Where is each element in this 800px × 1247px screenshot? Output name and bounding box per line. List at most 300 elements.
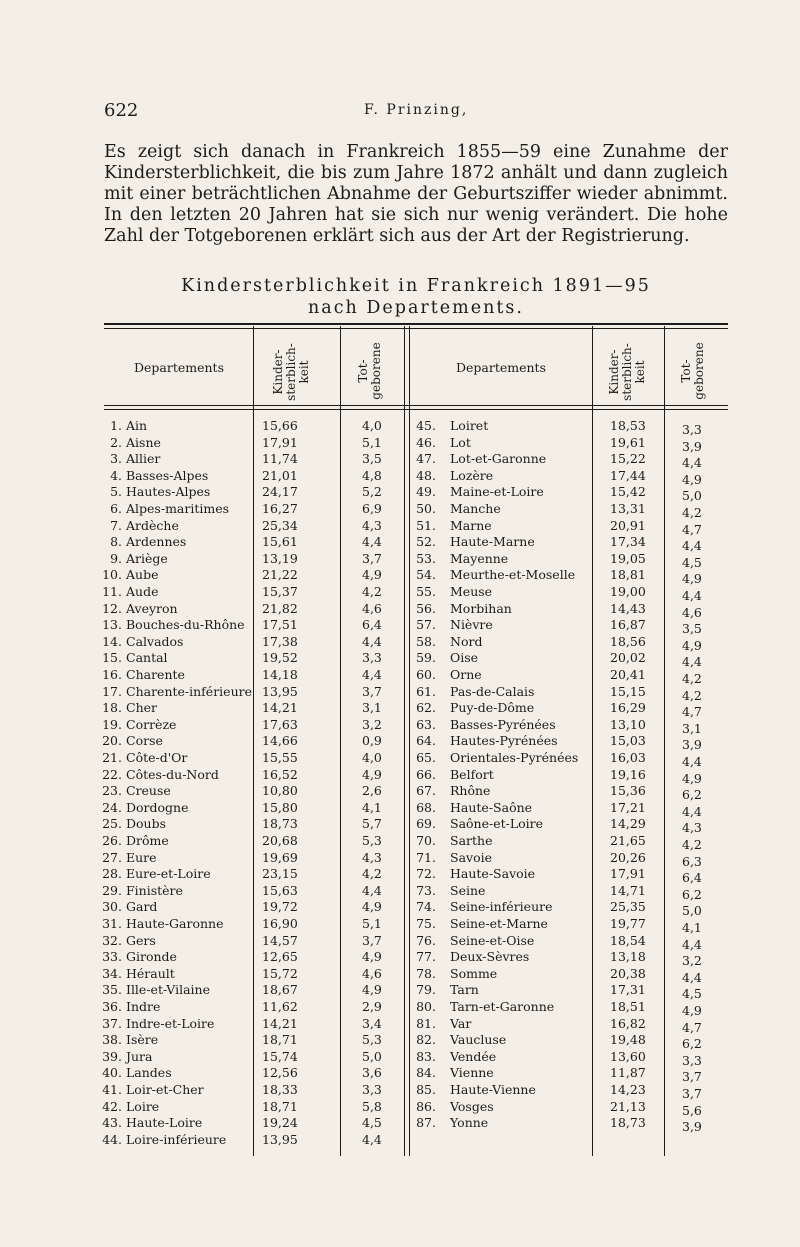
kindersterblichkeit-value: 18,71 [262,1032,298,1048]
kindersterblichkeit-value: 14,43 [610,600,646,616]
totgeborene-value: 4,9 [362,567,382,583]
totgeborene-value: 4,5 [362,1115,382,1131]
totgeborene-value: 3,7 [682,1069,702,1085]
row-number: 37. [102,1015,122,1031]
totgeborene-value: 4,7 [682,1019,702,1035]
row-number: 23. [102,783,122,799]
totgeborene-value: 5,1 [362,916,382,931]
kindersterblichkeit-value: 13,95 [262,1131,298,1147]
table-title: Kindersterblichkeit in Frankreich 1891—95 [181,276,651,296]
row-number: 77. [416,949,436,965]
row-number: 25. [102,816,122,832]
departement-name: Ardèche [126,517,179,533]
kindersterblichkeit-value: 20,68 [262,833,298,848]
totgeborene-value: 3,3 [362,1082,382,1097]
row-number: 27. [102,849,122,865]
departement-name: Allier [126,451,161,467]
departement-name: Basses-Alpes [126,467,209,483]
kindersterblichkeit-value: 14,66 [262,733,298,749]
totgeborene-value: 4,9 [362,982,382,998]
departement-name: Yonne [450,1115,489,1131]
kindersterblichkeit-value: 15,03 [610,733,646,749]
totgeborene-value: 4,7 [682,704,702,720]
row-number: 83. [416,1048,436,1064]
row-number: 9. [110,550,122,566]
totgeborene-value: 4,9 [362,899,382,915]
totgeborene-value: 4,4 [682,588,702,603]
departement-name: Haute-Saône [450,799,533,815]
kindersterblichkeit-value: 14,23 [610,1082,646,1097]
departement-name: Basses-Pyrénées [450,716,556,732]
kindersterblichkeit-value: 21,22 [262,567,298,583]
row-number: 15. [102,650,122,666]
departement-name: Haute-Marne [450,534,535,550]
row-number: 54. [416,567,436,583]
departement-name: Drôme [126,833,169,848]
row-number: 14. [102,633,122,649]
departement-name: Tarn [450,982,479,998]
kindersterblichkeit-value: 13,10 [610,716,646,732]
departement-name: Charente-inférieure [126,683,253,699]
totgeborene-value: 4,4 [362,534,382,550]
totgeborene-value: 5,0 [362,1048,382,1064]
kindersterblichkeit-value: 13,19 [262,550,298,566]
totgeborene-value: 4,1 [682,920,702,935]
totgeborene-value: 4,2 [362,584,382,599]
totgeborene-value: 2,6 [362,783,382,799]
col-divider-middle-1 [404,326,405,1156]
running-head: F. Prinzing, [364,102,469,118]
totgeborene-value: 4,3 [682,820,702,836]
row-number: 22. [102,766,122,782]
departement-name: Hautes-Pyrénées [450,733,558,749]
row-number: 70. [416,833,436,848]
table-top-rule-1 [104,323,728,325]
table-top-rule-2 [104,328,728,329]
totgeborene-value: 4,4 [362,1131,382,1147]
totgeborene-value: 4,9 [362,949,382,965]
row-number: 40. [102,1065,122,1081]
row-number: 61. [416,683,436,699]
kindersterblichkeit-value: 21,13 [610,1098,646,1114]
row-number: 1. [110,418,122,433]
row-number: 8. [110,534,122,550]
departement-name: Corse [126,733,163,749]
totgeborene-value: 4,2 [682,687,702,703]
row-number: 19. [102,716,122,732]
row-number: 69. [416,816,436,832]
departement-name: Marne [450,517,492,533]
totgeborene-value: 3,2 [682,953,702,969]
departement-name: Ain [126,418,148,433]
totgeborene-value: 3,2 [362,716,382,732]
header-kinder-left: Kinder- sterblich- keit [271,343,311,401]
departement-name: Somme [450,965,498,981]
kindersterblichkeit-value: 16,82 [610,1015,646,1031]
kindersterblichkeit-value: 14,21 [262,1015,298,1031]
kindersterblichkeit-value: 20,02 [610,650,646,666]
row-number: 48. [416,467,436,483]
kindersterblichkeit-value: 25,34 [262,517,298,533]
row-number: 86. [416,1098,436,1114]
row-number: 46. [416,434,436,450]
totgeborene-value: 5,1 [362,434,382,450]
kindersterblichkeit-value: 11,62 [262,999,298,1014]
totgeborene-value: 3,5 [682,621,702,637]
kindersterblichkeit-value: 17,91 [262,434,298,450]
row-number: 56. [416,600,436,616]
kindersterblichkeit-value: 21,82 [262,600,298,616]
row-number: 5. [110,484,122,500]
col-divider-right-kinder [664,326,665,1156]
totgeborene-value: 4,0 [362,418,382,433]
col-divider-middle-2 [409,326,410,1156]
row-number: 80. [416,999,436,1014]
row-number: 24. [102,799,122,815]
kindersterblichkeit-value: 20,38 [610,965,646,981]
departement-name: Orne [450,667,482,682]
departement-name: Haute-Vienne [450,1082,536,1097]
totgeborene-value: 4,4 [682,969,702,985]
kindersterblichkeit-value: 19,69 [262,849,298,865]
kindersterblichkeit-value: 15,36 [610,783,646,799]
departement-name: Nièvre [450,617,493,633]
totgeborene-value: 4,9 [362,766,382,782]
totgeborene-value: 4,2 [682,671,702,686]
row-number: 72. [416,866,436,882]
row-number: 13. [102,617,122,633]
kindersterblichkeit-value: 16,29 [610,700,646,716]
departement-name: Cantal [126,650,168,666]
header-tot-left: Tot- geborene [356,342,383,400]
totgeborene-value: 3,9 [682,737,702,753]
kindersterblichkeit-value: 20,41 [610,667,646,682]
kindersterblichkeit-value: 15,15 [610,683,646,699]
row-number: 47. [416,451,436,467]
row-number: 62. [416,700,436,716]
totgeborene-value: 3,7 [362,683,382,699]
kindersterblichkeit-value: 17,38 [262,633,298,649]
kindersterblichkeit-value: 19,16 [610,766,646,782]
departement-name: Seine [450,882,486,898]
kindersterblichkeit-value: 17,34 [610,534,646,550]
row-number: 12. [102,600,122,616]
kindersterblichkeit-value: 14,21 [262,700,298,716]
kindersterblichkeit-value: 18,54 [610,932,646,948]
totgeborene-value: 4,5 [682,554,702,570]
kindersterblichkeit-value: 23,15 [262,866,298,882]
kindersterblichkeit-value: 15,72 [262,965,298,981]
row-number: 71. [416,849,436,865]
totgeborene-value: 5,2 [362,484,382,500]
departement-name: Ardennes [126,534,187,550]
kindersterblichkeit-value: 17,63 [262,716,298,732]
totgeborene-value: 6,4 [682,870,702,886]
kindersterblichkeit-value: 16,03 [610,750,646,765]
totgeborene-value: 4,9 [682,471,702,487]
kindersterblichkeit-value: 19,52 [262,650,298,666]
departement-name: Gers [126,932,156,948]
row-number: 44. [102,1131,122,1147]
departement-name: Cher [126,700,157,716]
row-number: 63. [416,716,436,732]
departement-name: Tarn-et-Garonne [450,999,555,1014]
col-divider-left-kinder [340,326,341,1156]
kindersterblichkeit-value: 16,87 [610,617,646,633]
departement-name: Pas-de-Calais [450,683,535,699]
row-number: 42. [102,1098,122,1114]
departement-name: Vendée [450,1048,497,1064]
row-number: 17. [102,683,122,699]
totgeborene-value: 6,2 [682,886,702,902]
header-departements-left: Departements [133,360,224,375]
departement-name: Sarthe [450,833,493,848]
departement-name: Vienne [450,1065,494,1081]
kindersterblichkeit-value: 15,37 [262,584,298,599]
row-number: 75. [416,916,436,931]
departement-name: Vaucluse [450,1032,507,1048]
totgeborene-value: 3,1 [362,700,382,716]
row-number: 36. [102,999,122,1014]
totgeborene-value: 4,8 [362,467,382,483]
kindersterblichkeit-value: 19,61 [610,434,646,450]
header-tot-right: Tot- geborene [679,342,706,400]
departement-name: Hautes-Alpes [126,484,211,500]
kindersterblichkeit-value: 18,73 [610,1115,646,1131]
row-number: 74. [416,899,436,915]
row-number: 58. [416,633,436,649]
departement-name: Ariège [126,550,168,566]
row-number: 55. [416,584,436,599]
row-number: 21. [102,750,122,765]
totgeborene-value: 5,0 [682,488,702,504]
totgeborene-value: 4,3 [362,517,382,533]
departement-name: Oise [450,650,479,666]
row-number: 32. [102,932,122,948]
departement-name: Aisne [126,434,161,450]
totgeborene-value: 3,5 [362,451,382,467]
row-number: 76. [416,932,436,948]
kindersterblichkeit-value: 21,65 [610,833,646,848]
departement-name: Haute-Savoie [450,866,536,882]
row-number: 7. [110,517,122,533]
totgeborene-value: 3,1 [682,720,702,736]
departement-name: Calvados [126,633,184,649]
kindersterblichkeit-value: 15,61 [262,534,298,550]
col-divider-right-name [592,326,593,1156]
kindersterblichkeit-value: 19,77 [610,916,646,931]
totgeborene-value: 3,7 [362,550,382,566]
kindersterblichkeit-value: 15,66 [262,418,298,433]
departement-name: Bouches-du-Rhône [126,617,245,633]
departement-name: Vosges [450,1098,494,1114]
totgeborene-value: 3,7 [362,932,382,948]
row-number: 49. [416,484,436,500]
totgeborene-value: 5,3 [362,833,382,848]
row-number: 39. [102,1048,122,1064]
row-number: 16. [102,667,122,682]
totgeborene-value: 5,3 [362,1032,382,1048]
totgeborene-value: 4,9 [682,770,702,786]
totgeborene-value: 3,7 [682,1086,702,1101]
totgeborene-value: 4,4 [682,754,702,769]
kindersterblichkeit-value: 14,29 [610,816,646,832]
departement-name: Finistère [126,882,183,898]
departement-name: Orientales-Pyrénées [450,750,579,765]
body-paragraph: Es zeigt sich danach in Frankreich 1855—59 eine Zunahme der Kindersterblichkeit, die bis zum Jahre 1872 anhält und dann zugleich mit einer beträchtlichen Abnahme der Geburtsziffer wieder abnimmt. In den letzten 20 Jahren hat sie sich nur wenig verändert. Die hohe Zahl der Totgeborenen erklärt sich aus der Art der Registrierung. [104,142,728,246]
row-number: 4. [110,467,122,483]
departement-name: Gironde [126,949,177,965]
departement-name: Landes [126,1065,172,1081]
departement-name: Lozère [450,467,494,483]
departement-name: Charente [126,667,185,682]
totgeborene-value: 3,9 [682,1119,702,1135]
row-number: 66. [416,766,436,782]
totgeborene-value: 4,1 [362,799,382,815]
totgeborene-value: 6,9 [362,501,382,516]
departement-name: Mayenne [450,550,509,566]
totgeborene-value: 3,9 [682,438,702,454]
totgeborene-value: 4,4 [682,803,702,819]
departement-name: Corrèze [126,716,177,732]
departement-name: Belfort [450,766,494,782]
departement-name: Indre [126,999,161,1014]
row-number: 2. [110,434,122,450]
row-number: 64. [416,733,436,749]
departement-name: Lot-et-Garonne [450,451,547,467]
kindersterblichkeit-value: 18,51 [610,999,646,1014]
row-number: 29. [102,882,122,898]
kindersterblichkeit-value: 16,90 [262,916,298,931]
departement-name: Aube [126,567,159,583]
departement-name: Seine-inférieure [450,899,553,915]
kindersterblichkeit-value: 17,21 [610,799,646,815]
kindersterblichkeit-value: 17,31 [610,982,646,998]
totgeborene-value: 4,6 [362,965,382,981]
totgeborene-value: 4,4 [682,455,702,471]
departement-name: Aude [126,584,159,599]
kindersterblichkeit-value: 18,73 [262,816,298,832]
totgeborene-value: 3,3 [682,1052,702,1068]
kindersterblichkeit-value: 17,51 [262,617,298,633]
departement-name: Savoie [450,849,492,865]
totgeborene-value: 4,6 [362,600,382,616]
row-number: 50. [416,501,436,516]
totgeborene-value: 6,2 [682,1036,702,1052]
row-number: 78. [416,965,436,981]
row-number: 82. [416,1032,436,1048]
header-kinder-right: Kinder- sterblich- keit [607,343,647,401]
kindersterblichkeit-value: 11,87 [610,1065,646,1081]
departement-name: Indre-et-Loire [126,1015,215,1031]
kindersterblichkeit-value: 19,24 [262,1115,298,1131]
departement-name: Côte-d'Or [126,750,188,765]
totgeborene-value: 4,7 [682,521,702,537]
row-number: 20. [102,733,122,749]
totgeborene-value: 4,4 [362,882,382,898]
row-number: 30. [102,899,122,915]
totgeborene-value: 4,2 [362,866,382,882]
departement-name: Morbihan [450,600,512,616]
totgeborene-value: 5,6 [682,1102,702,1118]
totgeborene-value: 4,9 [682,637,702,653]
departement-name: Gard [126,899,158,915]
row-number: 73. [416,882,436,898]
kindersterblichkeit-value: 15,55 [262,750,298,765]
row-number: 34. [102,965,122,981]
col-divider-left-name [253,326,254,1156]
departement-name: Haute-Loire [126,1115,203,1131]
page-number: 622 [104,100,139,121]
row-number: 45. [416,418,436,433]
table-subtitle: nach Departements. [308,298,524,318]
totgeborene-value: 3,3 [682,422,702,437]
departement-name: Seine-et-Oise [450,932,535,948]
departement-name: Haute-Garonne [126,916,224,931]
departement-name: Loire-inférieure [126,1131,227,1147]
kindersterblichkeit-value: 18,33 [262,1082,298,1097]
kindersterblichkeit-value: 24,17 [262,484,298,500]
row-number: 33. [102,949,122,965]
kindersterblichkeit-value: 16,52 [262,766,298,782]
row-number: 18. [102,700,122,716]
row-number: 85. [416,1082,436,1097]
departement-name: Dordogne [126,799,189,815]
totgeborene-value: 4,9 [682,1003,702,1018]
kindersterblichkeit-value: 10,80 [262,783,298,799]
row-number: 41. [102,1082,122,1097]
row-number: 35. [102,982,122,998]
totgeborene-value: 5,7 [362,816,382,832]
kindersterblichkeit-value: 19,48 [610,1032,646,1048]
kindersterblichkeit-value: 13,18 [610,949,646,965]
kindersterblichkeit-value: 17,91 [610,866,646,882]
totgeborene-value: 2,9 [362,999,382,1014]
totgeborene-value: 4,3 [362,849,382,865]
departement-name: Creuse [126,783,171,799]
kindersterblichkeit-value: 18,67 [262,982,298,998]
row-number: 51. [416,517,436,533]
totgeborene-value: 5,0 [682,903,702,919]
departement-name: Manche [450,501,501,516]
row-number: 53. [416,550,436,566]
kindersterblichkeit-value: 18,53 [610,418,646,433]
page-header [104,100,704,128]
row-number: 60. [416,667,436,682]
kindersterblichkeit-value: 15,63 [262,882,298,898]
kindersterblichkeit-value: 12,65 [262,949,298,965]
departement-name: Côtes-du-Nord [126,766,219,782]
totgeborene-value: 0,9 [362,733,382,749]
departement-name: Maine-et-Loire [450,484,544,500]
row-number: 79. [416,982,436,998]
departement-name: Isère [126,1032,159,1048]
row-number: 31. [102,916,122,931]
row-number: 67. [416,783,436,799]
row-number: 57. [416,617,436,633]
row-number: 81. [416,1015,436,1031]
kindersterblichkeit-value: 20,26 [610,849,646,865]
totgeborene-value: 4,2 [682,505,702,520]
departement-name: Loiret [450,418,489,433]
row-number: 65. [416,750,436,765]
totgeborene-value: 4,4 [682,538,702,554]
row-number: 68. [416,799,436,815]
totgeborene-value: 4,6 [682,604,702,620]
departement-name: Hérault [126,965,175,981]
kindersterblichkeit-value: 19,05 [610,550,646,566]
totgeborene-value: 4,4 [362,667,382,682]
